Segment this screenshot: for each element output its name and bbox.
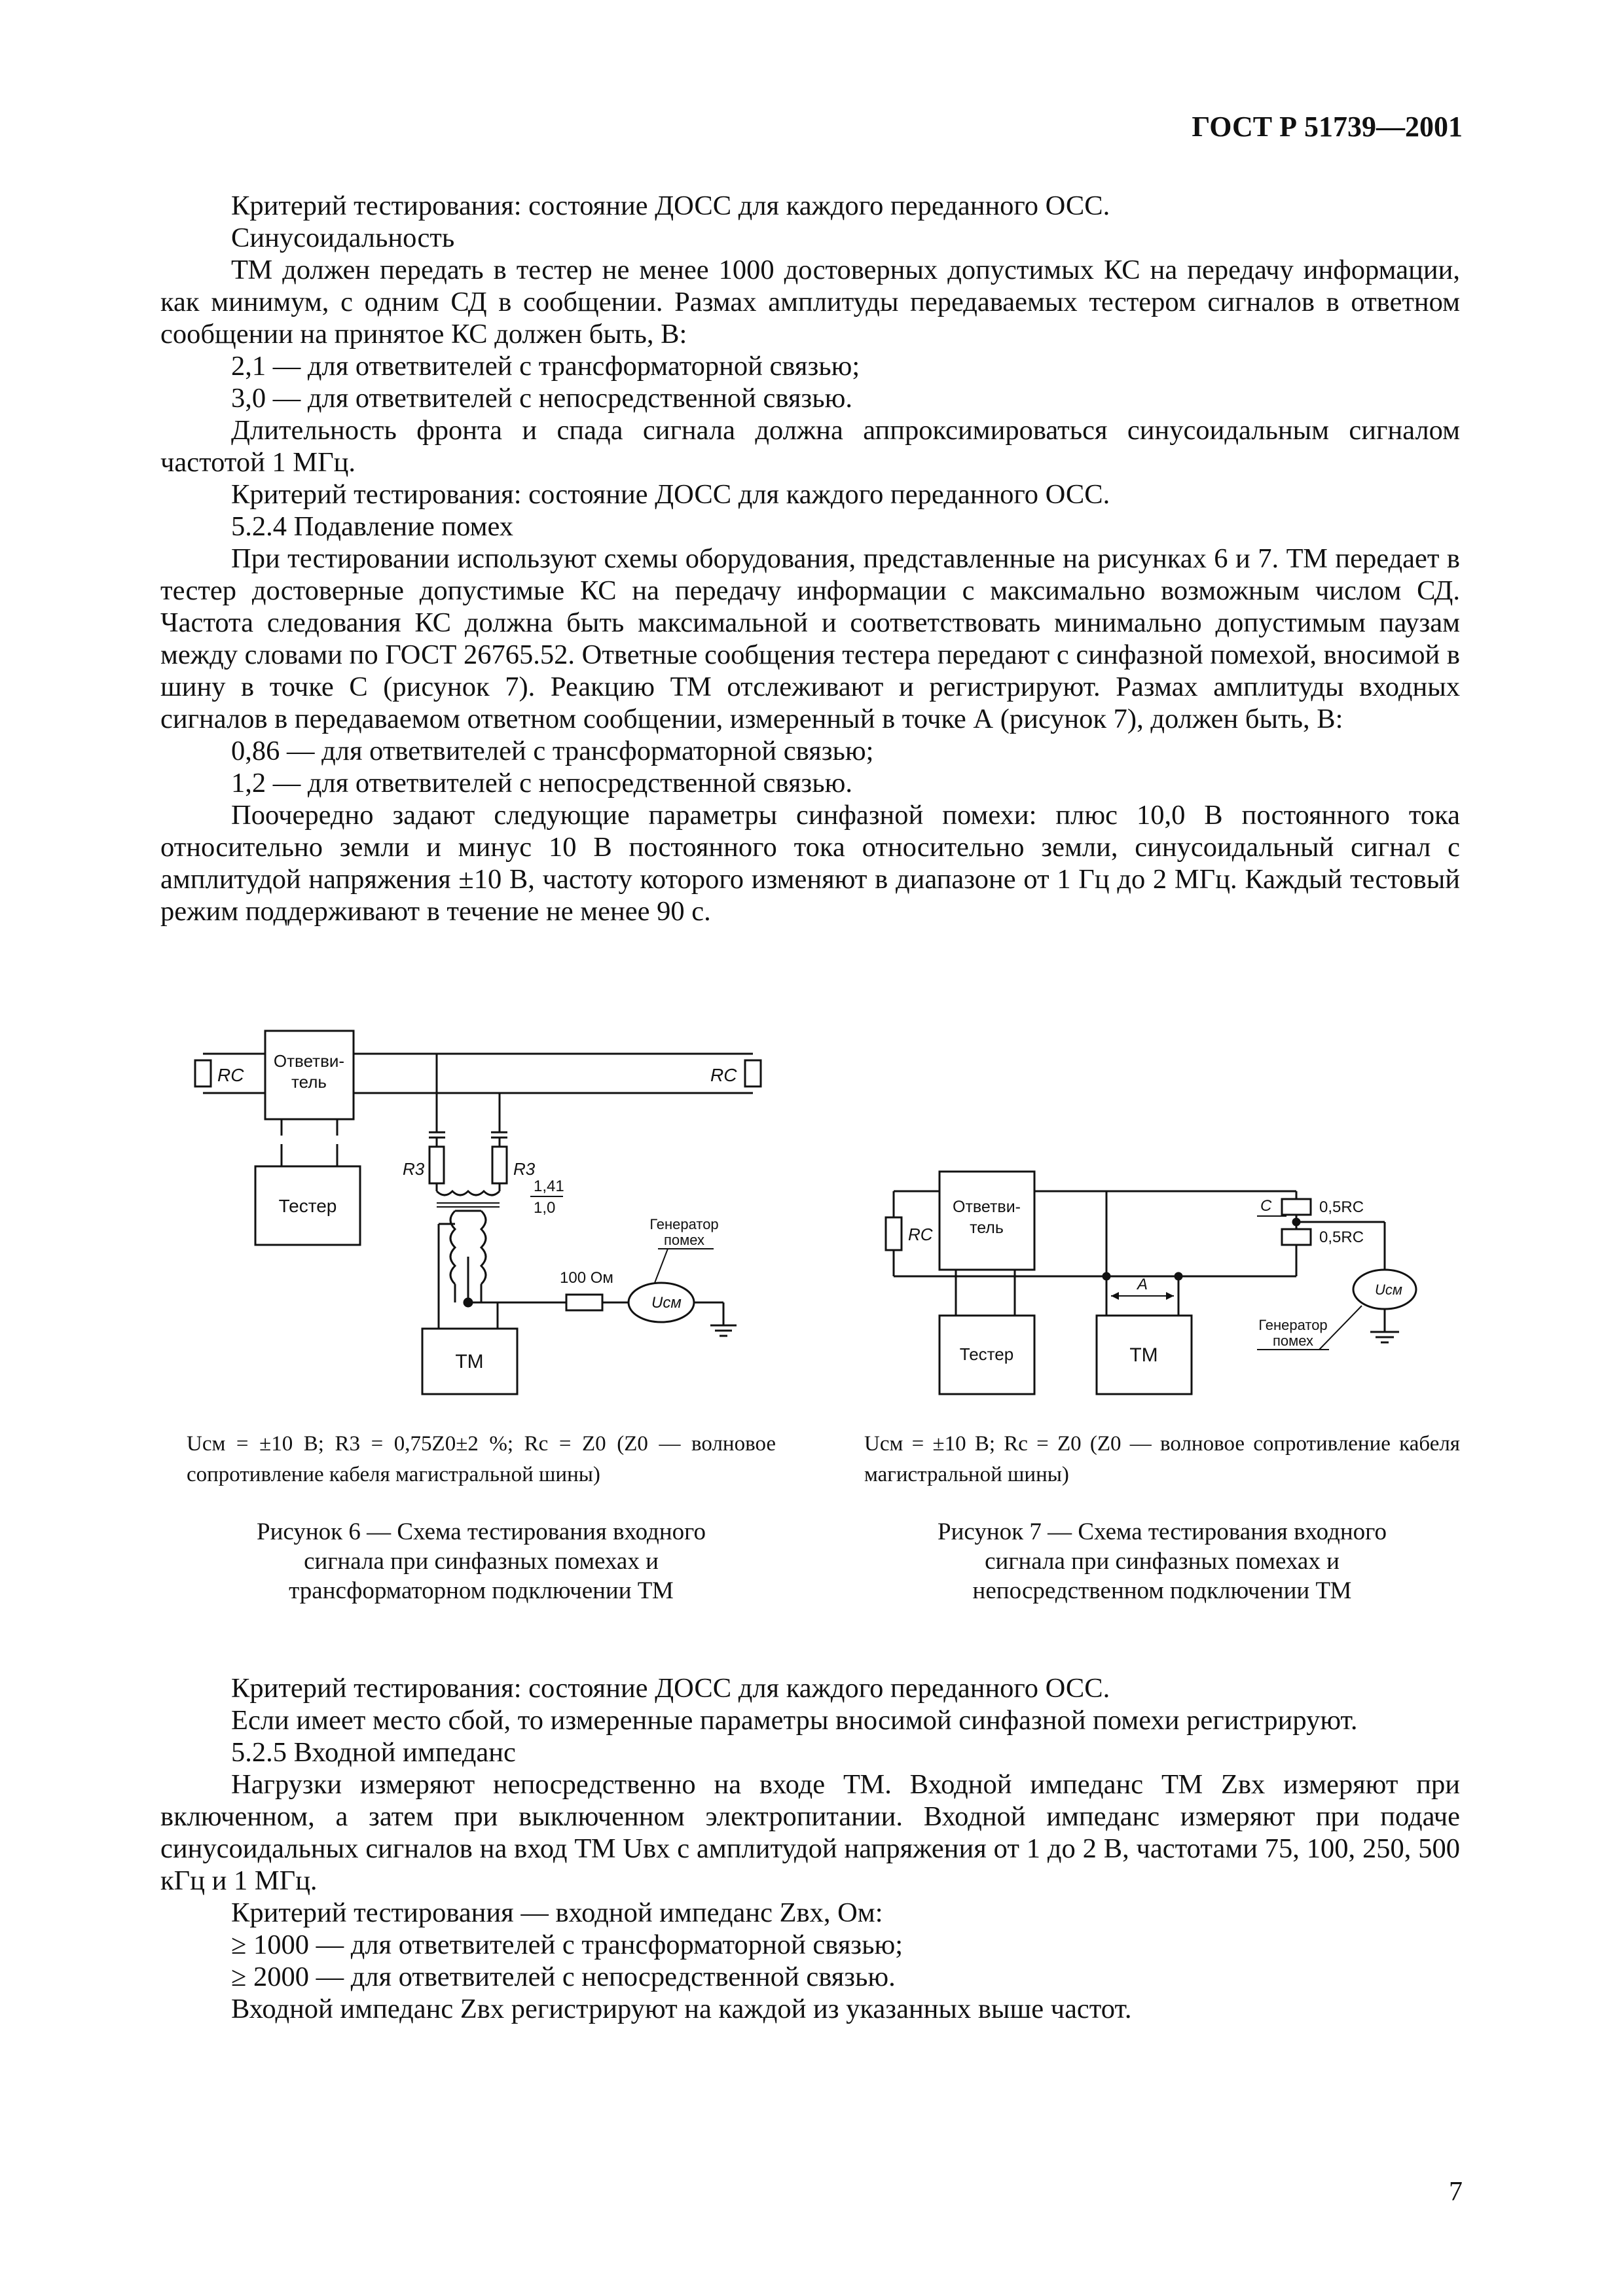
half-rc-top-resistor (1282, 1199, 1311, 1215)
coupler-label-1: Ответви- (953, 1198, 1021, 1216)
section-heading: 5.2.5 Входной импеданс (231, 1737, 516, 1768)
figure-6-caption (177, 1517, 786, 1605)
caption-line: сигнала при синфазных помехах и (985, 1548, 1340, 1575)
paragraph: Поочередно задают следующие параметры синфазной помехи: плюс 10,0 В постоянного тока относительно земли и минус 10 В постоянного тока относительно земли, синусоидальный сигнал с амплитудой напряжения ±10 В, частоту которого изменяют в диапазоне от 1 Гц до 2 МГц. Каждый тестовый режим поддерживают в течение не менее 90 с. (160, 800, 1460, 927)
figure-6-note: Uсм = ±10 В; R3 = 0,75Z0±2 %; Rс = Z0 (Z0 — волновое сопротивление кабеля магистральной шины) (187, 1432, 776, 1486)
point-a-label: А (1137, 1276, 1148, 1293)
paragraph: Критерий тестирования: состояние ДОСС для каждого переданного ОСС. (231, 479, 1110, 510)
rc-left-label: RС (217, 1065, 244, 1085)
figure-7-note: Uсм = ±10 В; Rс = Z0 (Z0 — волновое сопротивление кабеля магистральной шины) (864, 1432, 1460, 1486)
caption-line: Рисунок 6 — Схема тестирования входного (257, 1518, 706, 1545)
paragraph: Критерий тестирования: состояние ДОСС для каждого переданного ОСС. (231, 190, 1110, 221)
rc-right-resistor (745, 1060, 761, 1086)
point-c-label: С (1260, 1197, 1272, 1215)
paragraph: 3,0 — для ответвителей с непосредственной связью. (231, 383, 852, 414)
tester-label: Тестер (959, 1344, 1014, 1364)
ratio-top-label: 1,41 (534, 1177, 564, 1195)
half-rc-top-label: 0,5RС (1319, 1198, 1364, 1216)
transformer-secondary-left (450, 1211, 455, 1284)
tm-label: ТМ (455, 1351, 484, 1372)
section-heading: 5.2.4 Подавление помех (231, 511, 514, 542)
transformer-secondary-right (481, 1211, 486, 1284)
paragraph: 1,2 — для ответвителей с непосредственной связью. (231, 768, 852, 798)
top-text-block (160, 190, 1460, 927)
generator-label-1: Генератор (1258, 1317, 1328, 1333)
figure-6-diagram (183, 995, 773, 1401)
ucm-label: Uсм (651, 1294, 682, 1312)
paragraph: 0,86 — для ответвителей с трансформаторной связью; (231, 736, 874, 766)
ucm-label: Uсм (1375, 1282, 1402, 1298)
paragraph: Если имеет место сбой, то измеренные параметры вносимой синфазной помехи регистрируют. (231, 1705, 1358, 1736)
caption-line: сигнала при синфазных помехах и (304, 1548, 659, 1575)
paragraph: ТМ должен передать в тестер не менее 1000 достоверных допустимых КС на передачу информации, как минимум, с одним СД в сообщении. Размах амплитуды передаваемых тестером сигналов в ответном сообщении на принятое КС должен быть, В: (160, 255, 1460, 350)
tester-label: Тестер (278, 1196, 337, 1216)
r3-left-label: R3 (403, 1159, 425, 1179)
paragraph: Синусоидальность (231, 223, 455, 253)
caption-line: непосредственном подключении ТМ (972, 1577, 1352, 1604)
ratio-bottom-label: 1,0 (534, 1199, 556, 1217)
resistor-100-label: 100 Ом (560, 1269, 613, 1287)
r3-right-label: R3 (513, 1159, 536, 1179)
figure-7-caption (858, 1517, 1467, 1605)
paragraph: Критерий тестирования — входной импеданс Zвх, Ом: (231, 1897, 883, 1928)
rc-left-resistor (886, 1217, 902, 1250)
coupler-label-2: тель (291, 1072, 327, 1092)
resistor-100-ohm (566, 1295, 602, 1310)
rc-right-label: RС (710, 1065, 737, 1085)
half-rc-bottom-label: 0,5RС (1319, 1229, 1364, 1246)
paragraph: ≥ 2000 — для ответвителей с непосредственной связью. (231, 1962, 896, 1992)
half-rc-bottom-resistor (1282, 1229, 1311, 1245)
coupler-label-2: тель (970, 1219, 1004, 1237)
caption-line: Рисунок 7 — Схема тестирования входного (938, 1518, 1387, 1545)
r3-left-resistor (429, 1147, 444, 1183)
generator-label-1: Генератор (649, 1216, 719, 1232)
coupler-label-1: Ответви- (273, 1051, 345, 1071)
paragraph: Входной импеданс Zвх регистрируют на каждой из указанных выше частот. (231, 1994, 1132, 2024)
page-number: 7 (1449, 2177, 1463, 2207)
paragraph: При тестировании используют схемы оборудования, представленные на рисунках 6 и 7. ТМ передает в тестер достоверные допустимые КС на передачу информации с максимально возможным числом СД. Частота следования КС должна быть максимальной и соответствовать минимально допустимым паузам между словами по ГОСТ 26765.52. Ответные сообщения тестера передают с синфазной помехой, вносимой в шину в точке С (рисунок 7). Реакцию ТМ отслеживают и регистрируют. Размах амплитуды входных сигналов в передаваемом ответном сообщении, измеренный в точке А (рисунок 7), должен быть, В: (160, 543, 1460, 734)
rc-left-label: RС (908, 1225, 933, 1244)
generator-label-2: помех (663, 1232, 705, 1248)
transformer-primary (437, 1191, 500, 1195)
rc-left-resistor (195, 1060, 211, 1086)
document-header: ГОСТ Р 51739—2001 (1192, 111, 1463, 143)
paragraph: Нагрузки измеряют непосредственно на входе ТМ. Входной импеданс ТМ Zвх измеряют при включенном, а затем при выключенном электропитании. Входной импеданс измеряют при подаче синусоидальных сигналов на вход ТМ Uвх с амплитудой напряжения от 1 до 2 В, частотами 75, 100, 250, 500 кГц и 1 МГц. (160, 1769, 1460, 1896)
tm-label: ТМ (1129, 1344, 1158, 1366)
bottom-text-block (160, 1672, 1460, 2025)
paragraph: ≥ 1000 — для ответвителей с трансформаторной связью; (231, 1929, 903, 1960)
r3-right-resistor (492, 1147, 507, 1183)
generator-label-2: помех (1272, 1333, 1314, 1349)
paragraph: 2,1 — для ответвителей с трансформаторной связью; (231, 351, 860, 382)
paragraph: Критерий тестирования: состояние ДОСС для каждого переданного ОСС. (231, 1673, 1110, 1704)
paragraph: Длительность фронта и спада сигнала должна аппроксимироваться синусоидальным сигналом частотой 1 МГц. (160, 415, 1460, 478)
caption-line: трансформаторном подключении ТМ (289, 1577, 674, 1604)
figure-7-diagram (867, 1158, 1457, 1427)
